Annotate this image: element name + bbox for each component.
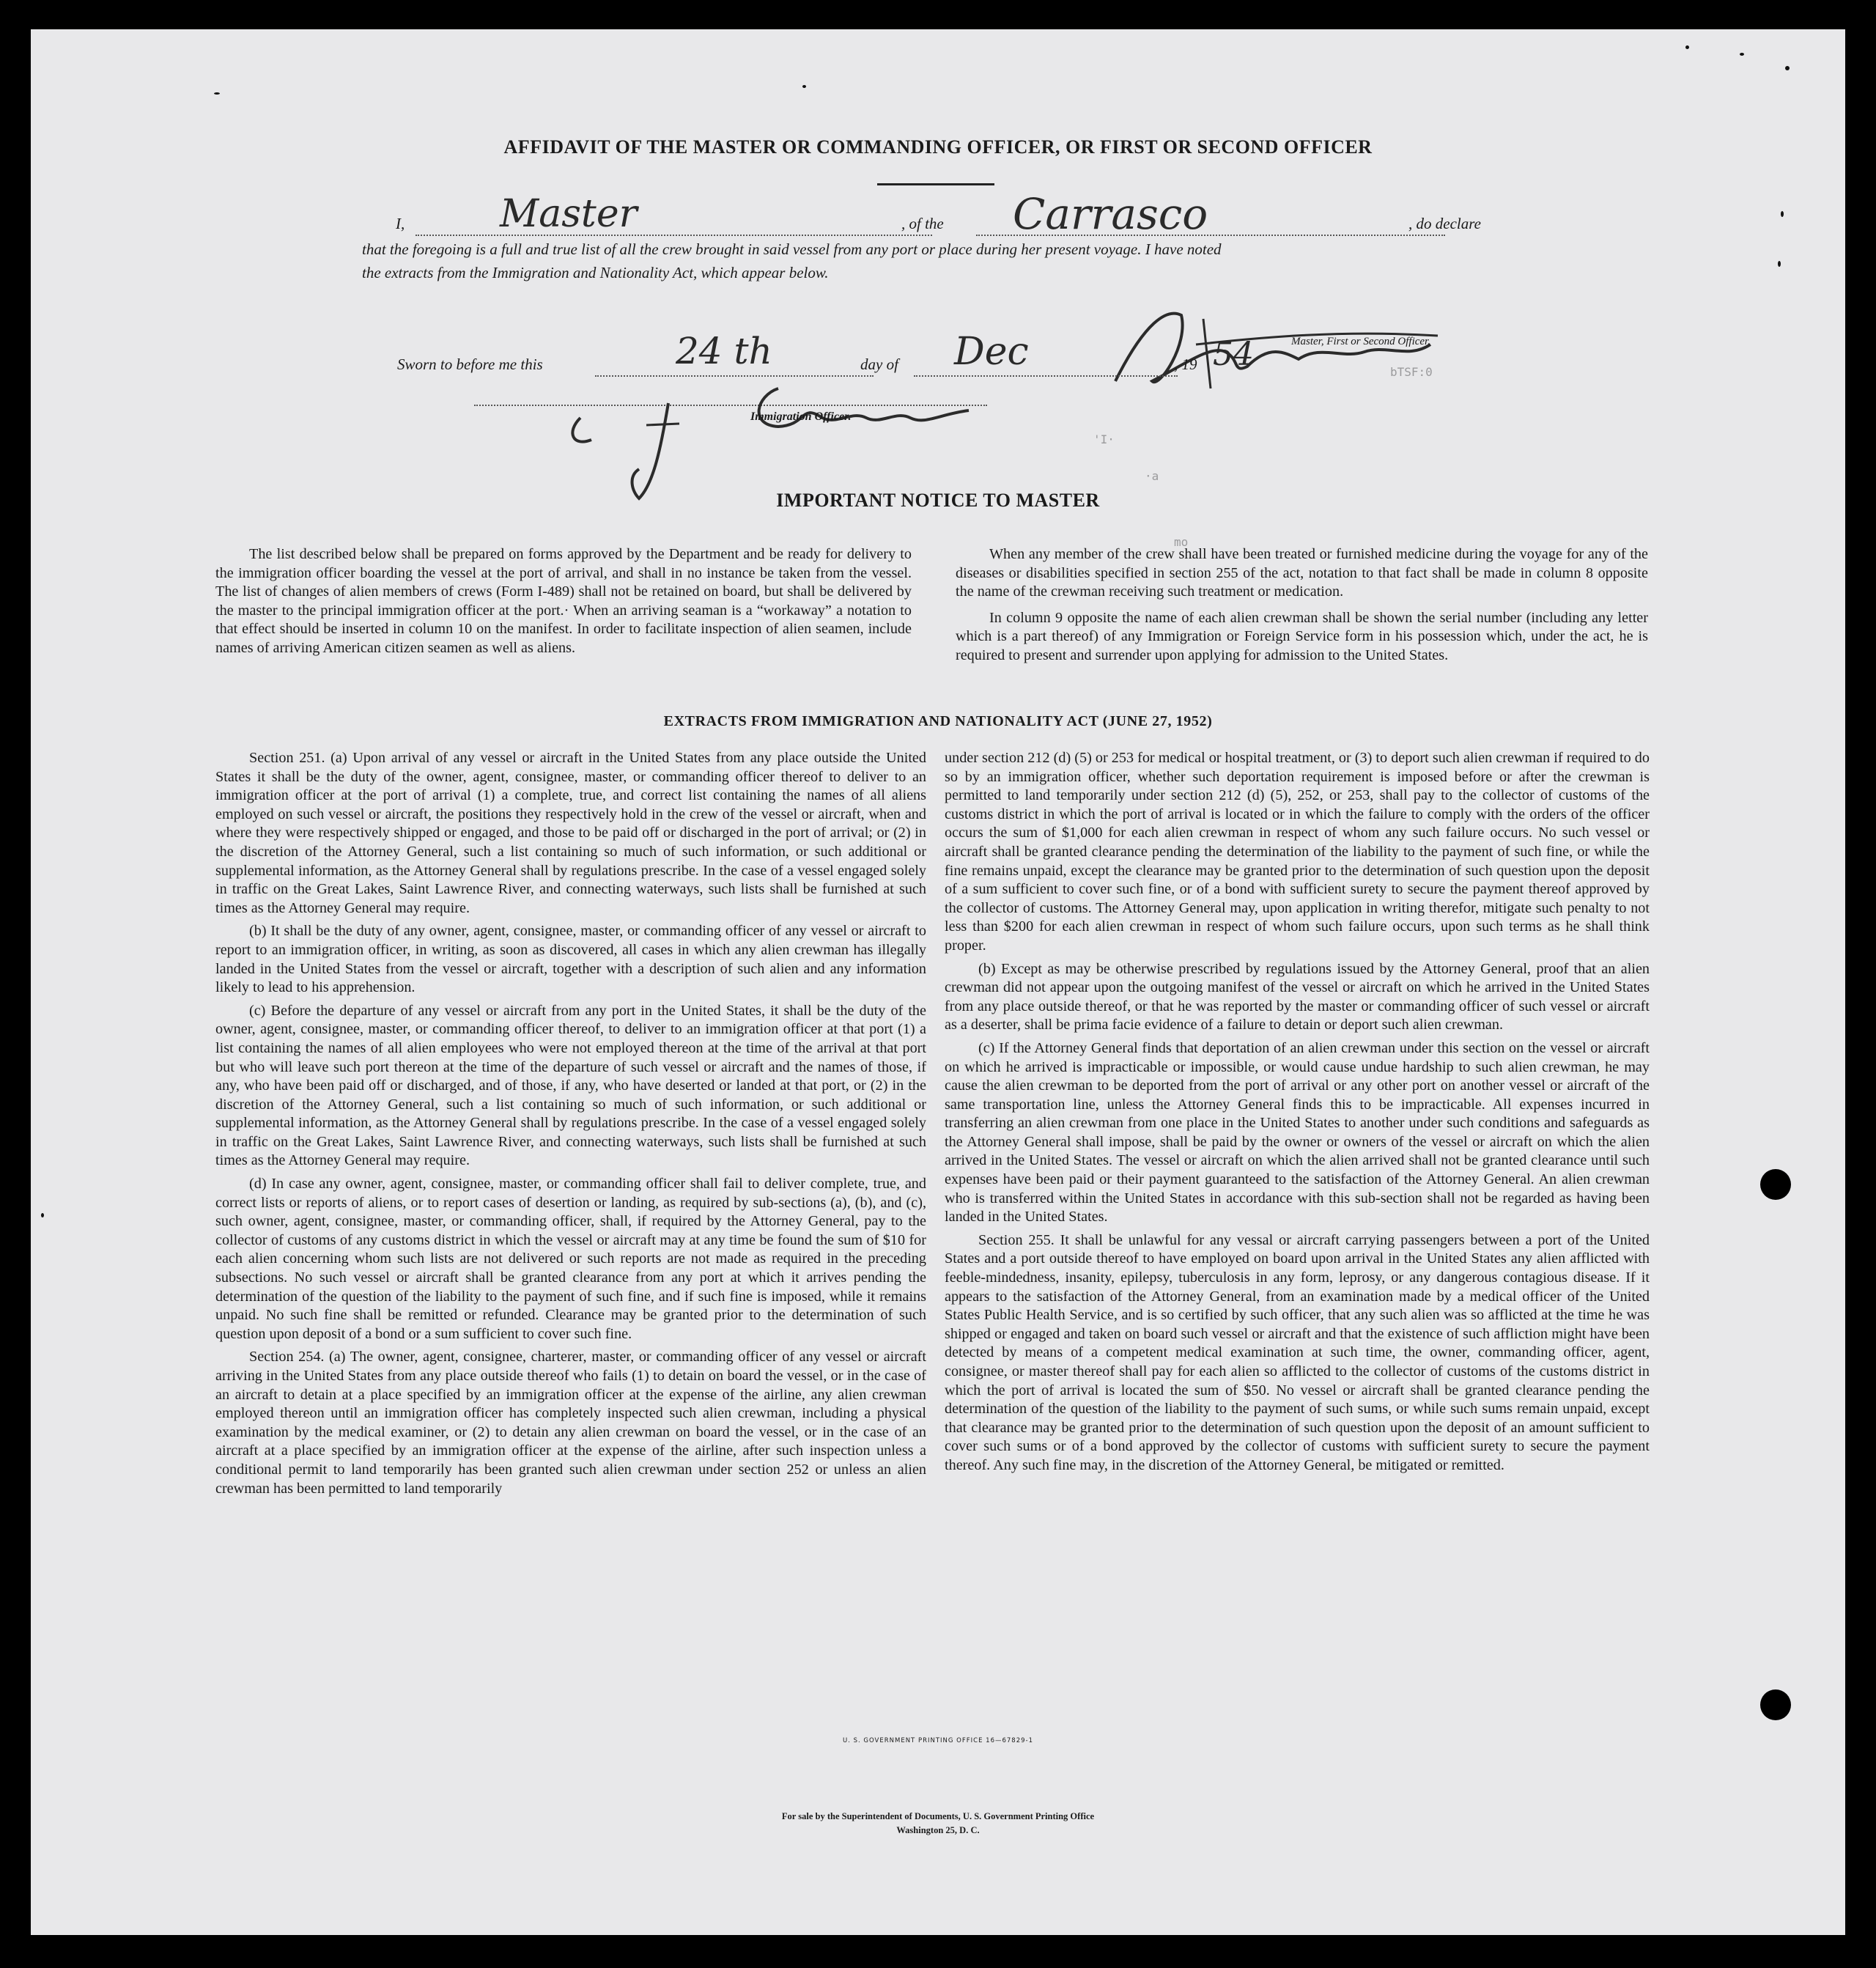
master-name-handwriting: Master (500, 192, 638, 236)
speck (1781, 211, 1784, 217)
speck (214, 92, 220, 95)
speck (1778, 261, 1781, 267)
statute-paragraph: (b) Except as may be otherwise prescribed by regulations issued by the Attorney General, proof that an alien crewman did not appear upon the outgoing manifest of the vessel or aircraft on which he arrived in the United States from any place outside thereof, or that he was reported by the master or commanding officer of such vessel or aircraft as a deserter, shall be prima facie evidence of a failure to detain or deport such alien crewman. (945, 960, 1650, 1033)
statute-paragraph: Section 254. (a) The owner, agent, consignee, charterer, master, or commanding officer of any vessel or aircraft arriving in the United States from any place outside thereof who fails (1) to detain on board the vessel, or in the case of an aircraft to detain at a place specified by an immigration officer at the expense of the airline, any alien crewman employed thereon until an immigration officer has completely inspected such alien crewman, including a physical examination by the medical examiner, or (2) to detain any alien crewman on board the vessel, or in the case of an aircraft at a place specified by an immigration officer at the expense of the airline, after such inspection unless a conditional permit to land temporarily has been granted such alien crewman under section 252 or unless an alien crewman has been permitted to land temporarily (215, 1349, 926, 1497)
sale-line-2: Washington 25, D. C. (896, 1825, 980, 1835)
year-handwriting: 54 (1213, 336, 1254, 373)
master-caption: Master, First or Second Officer. (1291, 336, 1430, 347)
declaration-line-2: that the foregoing is a full and true list of all the crew brought in said vessel from any port or place during her present voyage. I have noted (362, 240, 1222, 258)
title-underline (877, 183, 994, 185)
speck (1740, 53, 1744, 56)
punch-hole (1760, 1169, 1791, 1200)
of-the-label: , of the (901, 215, 944, 232)
extracts-right-column (945, 749, 1650, 1480)
declaration-line-3: the extracts from the Immigration and Nationality Act, which appear below. (362, 264, 829, 281)
bleed-through-text: bTSF:0 (1390, 365, 1433, 379)
statute-paragraph: under section 212 (d) (5) or 253 for medical or hospital treatment, or (3) to deport such alien crewman if required to do so by an immigration officer, whether such deportation requirement is imposed before or after the crewman is permitted to land temporarily under section 212 (d) (5), 252, or 253, shall pay to the collector of customs of the customs district in which the port of arrival is located or in which the failure to comply with the orders of the officer occurs the sum of $1,000 for each alien crewman in respect of whom any such failure occurs. No such vessel or aircraft shall be granted clearance pending the determination of the liability to the payment of such fine, or while the fine remains unpaid, except the clearance may be granted prior to the determination of such question upon the deposit of a sum sufficient to cover such fine, or of a bond with sufficient surety to secure the payment thereof approved by the collector of customs. The Attorney General may, upon application in writing therefor, mitigate such penalty to not less than $200 for each alien crewman in respect of whom such failure occurs, upon such terms as he shall think proper. (945, 750, 1650, 954)
notice-paragraph: The list described below shall be prepared on forms approved by the Department and be ready for delivery to the immigration officer boarding the vessel at the port of arrival, and shall in no instance be taken from the vessel. The list of changes of alien members of crews (Form I-489) shall not be retained on board, but shall be delivered by the master to the principal immigration officer at the port.· When an arriving seaman is a “workaway” a notation to that effect should be inserted in column 10 on the manifest. In order to facilitate inspection of alien seamen, include names of arriving American citizen seamen as well as aliens. (215, 546, 912, 656)
bleed-through-text: mo (1174, 535, 1189, 549)
sworn-month-handwriting: Dec (954, 330, 1029, 374)
statute-paragraph: (c) If the Attorney General finds that deportation of an alien crewman under this section on the vessel or aircraft on which he arrived is impracticable or impossible, or would cause undue hardship to such alien crewman, he may cause the alien crewman to be deported from the port of arrival or any other port on another vessel or aircraft of the same transportation line, unless the Attorney General finds this to be impracticable. All expenses incurred in transferring an alien crewman from one place in the United States to another under such conditions and safeguards as the Attorney General shall impose, shall be paid by the owner or owners of the vessel or aircraft on which the alien arrived in the United States. The vessel or aircraft on which the alien arrived shall not be granted clearance until such expenses have been paid or their payment guaranteed to the satisfaction of the Attorney General. An alien crewman who is transferred within the United States in accordance with this sub-section shall not be regarded as having been landed in the United States. (945, 1039, 1650, 1226)
bleed-through-text: ·a (1145, 469, 1159, 483)
speck (41, 1213, 44, 1217)
do-declare-label: , do declare (1408, 215, 1481, 232)
notice-right-column (956, 545, 1648, 673)
officer-caption: Immigration Officer. (750, 410, 852, 423)
statute-paragraph: (b) It shall be the duty of any owner, agent, consignee, master, or commanding officer of any vessel or aircraft to report to an immigration officer, in writing, as soon as discovered, all cases in which any alien crewman has illegally landed in the United States from the vessel or aircraft, together with a description of such alien and any information likely to lead to his apprehension. (215, 923, 926, 996)
notice-paragraph: In column 9 opposite the name of each alien crewman shall be shown the serial number (including any letter which is a part thereof) of any Immigration or Foreign Service form in his possession which, under the act, he is required to present and surrender upon applying for admission to the United States. (956, 609, 1648, 663)
year-prefix: , 19 (1174, 355, 1197, 373)
declaration-prefix: I, (396, 215, 405, 232)
day-of-label: day of (860, 355, 898, 373)
speck (1785, 66, 1790, 70)
master-signature (1101, 301, 1482, 403)
speck (802, 85, 806, 88)
sworn-prefix: Sworn to before me this (397, 355, 543, 373)
sworn-day-handwriting: 24 th (676, 330, 772, 372)
bleed-through-text: 'I· (1093, 432, 1115, 446)
punch-hole (1760, 1689, 1791, 1720)
immigration-officer-signature (558, 374, 998, 506)
statute-paragraph: Section 251. (a) Upon arrival of any vessel or aircraft in the United States from any place outside the United States it shall be the duty of the owner, agent, consignee, master, or commanding officer thereof to deliver to an immigration officer at the port of arrival (1) a complete, true, and correct list containing the names of all aliens employed on such vessel or aircraft, the positions they respectively hold in the crew of the vessel or aircraft, when and where they were respectively shipped or engaged, and those to be paid off or discharged in the port of arrival; or (2) in the discretion of the Attorney General, such a list containing so much of such information, or such additional or supplemental information, as the Attorney General shall by regulations prescribe. In the case of a vessel engaged solely in traffic on the Great Lakes, Saint Lawrence River, and connecting waterways, such lists shall be furnished at such times as the Attorney General may require. (215, 750, 926, 916)
vessel-name-handwriting: Carrasco (1013, 189, 1208, 239)
statute-paragraph: (c) Before the departure of any vessel or aircraft from any port in the United States, it shall be the duty of the owner, agent, consignee, master, or commanding officer thereof, to deliver to an immigration officer at that port (1) a list containing the names of all alien employees who were not employed thereon at the time of the arrival at that port but who will leave such port thereon at the time of the departure of such vessel or aircraft and the names of those, if any, who have been paid off or discharged, and of those, if any, who have deserted or landed at that port, or (2) in the discretion of the Attorney General, such a list containing so much of such information, or such additional or supplemental information, as the Attorney General shall by regulations prescribe. In the case of a vessel engaged solely in traffic on the Great Lakes, Saint Lawrence River, and connecting waterways, such lists shall be furnished at such times as the Attorney General may require. (215, 1002, 926, 1169)
notice-title: IMPORTANT NOTICE TO MASTER (776, 490, 1100, 511)
notice-paragraph: When any member of the crew shall have been treated or furnished medicine during the voyage for any of the diseases or disabilities specified in section 255 of the act, notation to that fact shall be made in column 8 opposite the name of the crewman receiving such treatment or medication. (956, 546, 1648, 600)
speck (1685, 45, 1689, 49)
name-line (416, 233, 932, 236)
extracts-title: EXTRACTS FROM IMMIGRATION AND NATIONALITY ACT (JUNE 27, 1952) (663, 713, 1213, 729)
statute-paragraph: Section 255. It shall be unlawful for any vessal or aircraft carrying passengers between a port of the United States and a port outside thereof to have employed on board upon arrival in the United States any alien afflicted with feeble-mindedness, insanity, epilepsy, tuberculosis in any form, leprosy, or any dangerous contagious disease. If it appears to the satisfaction of the Attorney General, from an examination made by a medical officer of the United States Public Health Service, and is so certified by such officer, that any such alien was so afflicted at the time he was shipped or engaged and taken on board such vessel or aircraft and that the existence of such affliction might have been detected by means of a competent medical examination at such time, the owner, commanding officer, agent, consignee, or master thereof shall pay for each alien so afflicted to the collector of customs of the customs district in which the port of arrival is located the sum of $50. No vessel or aircraft shall be granted clearance pending the determination of the question of the liability to the payment of such sums, or while such sums remain unpaid, except that clearance may be granted prior to the determination of such question upon the deposit of an amount sufficient to cover such sums or of a bond approved by the collector of customs with sufficient surety to secure the payment thereof. Any such fine may, in the discretion of the Attorney General, be mitigated or remitted. (945, 1231, 1650, 1473)
affidavit-title: AFFIDAVIT OF THE MASTER OR COMMANDING OFFICER, OR FIRST OR SECOND OFFICER (503, 136, 1373, 158)
extracts-left-column (215, 749, 926, 1503)
notice-left-column (215, 545, 912, 666)
statute-paragraph: (d) In case any owner, agent, consignee, master, or commanding officer shall fail to deliver complete, true, and correct lists or reports of aliens, or to report cases of desertion or landing, as required by sub-sections (a), (b), and (c), such owner, agent, consignee, master, or commanding officer, shall, if required by the Attorney General, pay to the collector of customs of any customs district in which the vessel or aircraft may at any time be found the sum of $10 for each alien concerning whom such lists are not delivered or such reports are not made as required in the preceding subsections. No such vessel or aircraft shall be granted clearance from any port at which it arrives pending the determination of the question of the liability to the payment of such fine, and if such fine is imposed, while it remains unpaid. No such fine shall be remitted or refunded. Clearance may be granted prior to the determination of such question upon deposit of a bond or a sum sufficient to cover such fine. (215, 1176, 926, 1342)
sale-line-1: For sale by the Superintendent of Documents, U. S. Government Printing Office (781, 1811, 1095, 1821)
document-page (31, 29, 1845, 1935)
gpo-imprint: U. S. GOVERNMENT PRINTING OFFICE 16—67829-1 (842, 1737, 1033, 1744)
